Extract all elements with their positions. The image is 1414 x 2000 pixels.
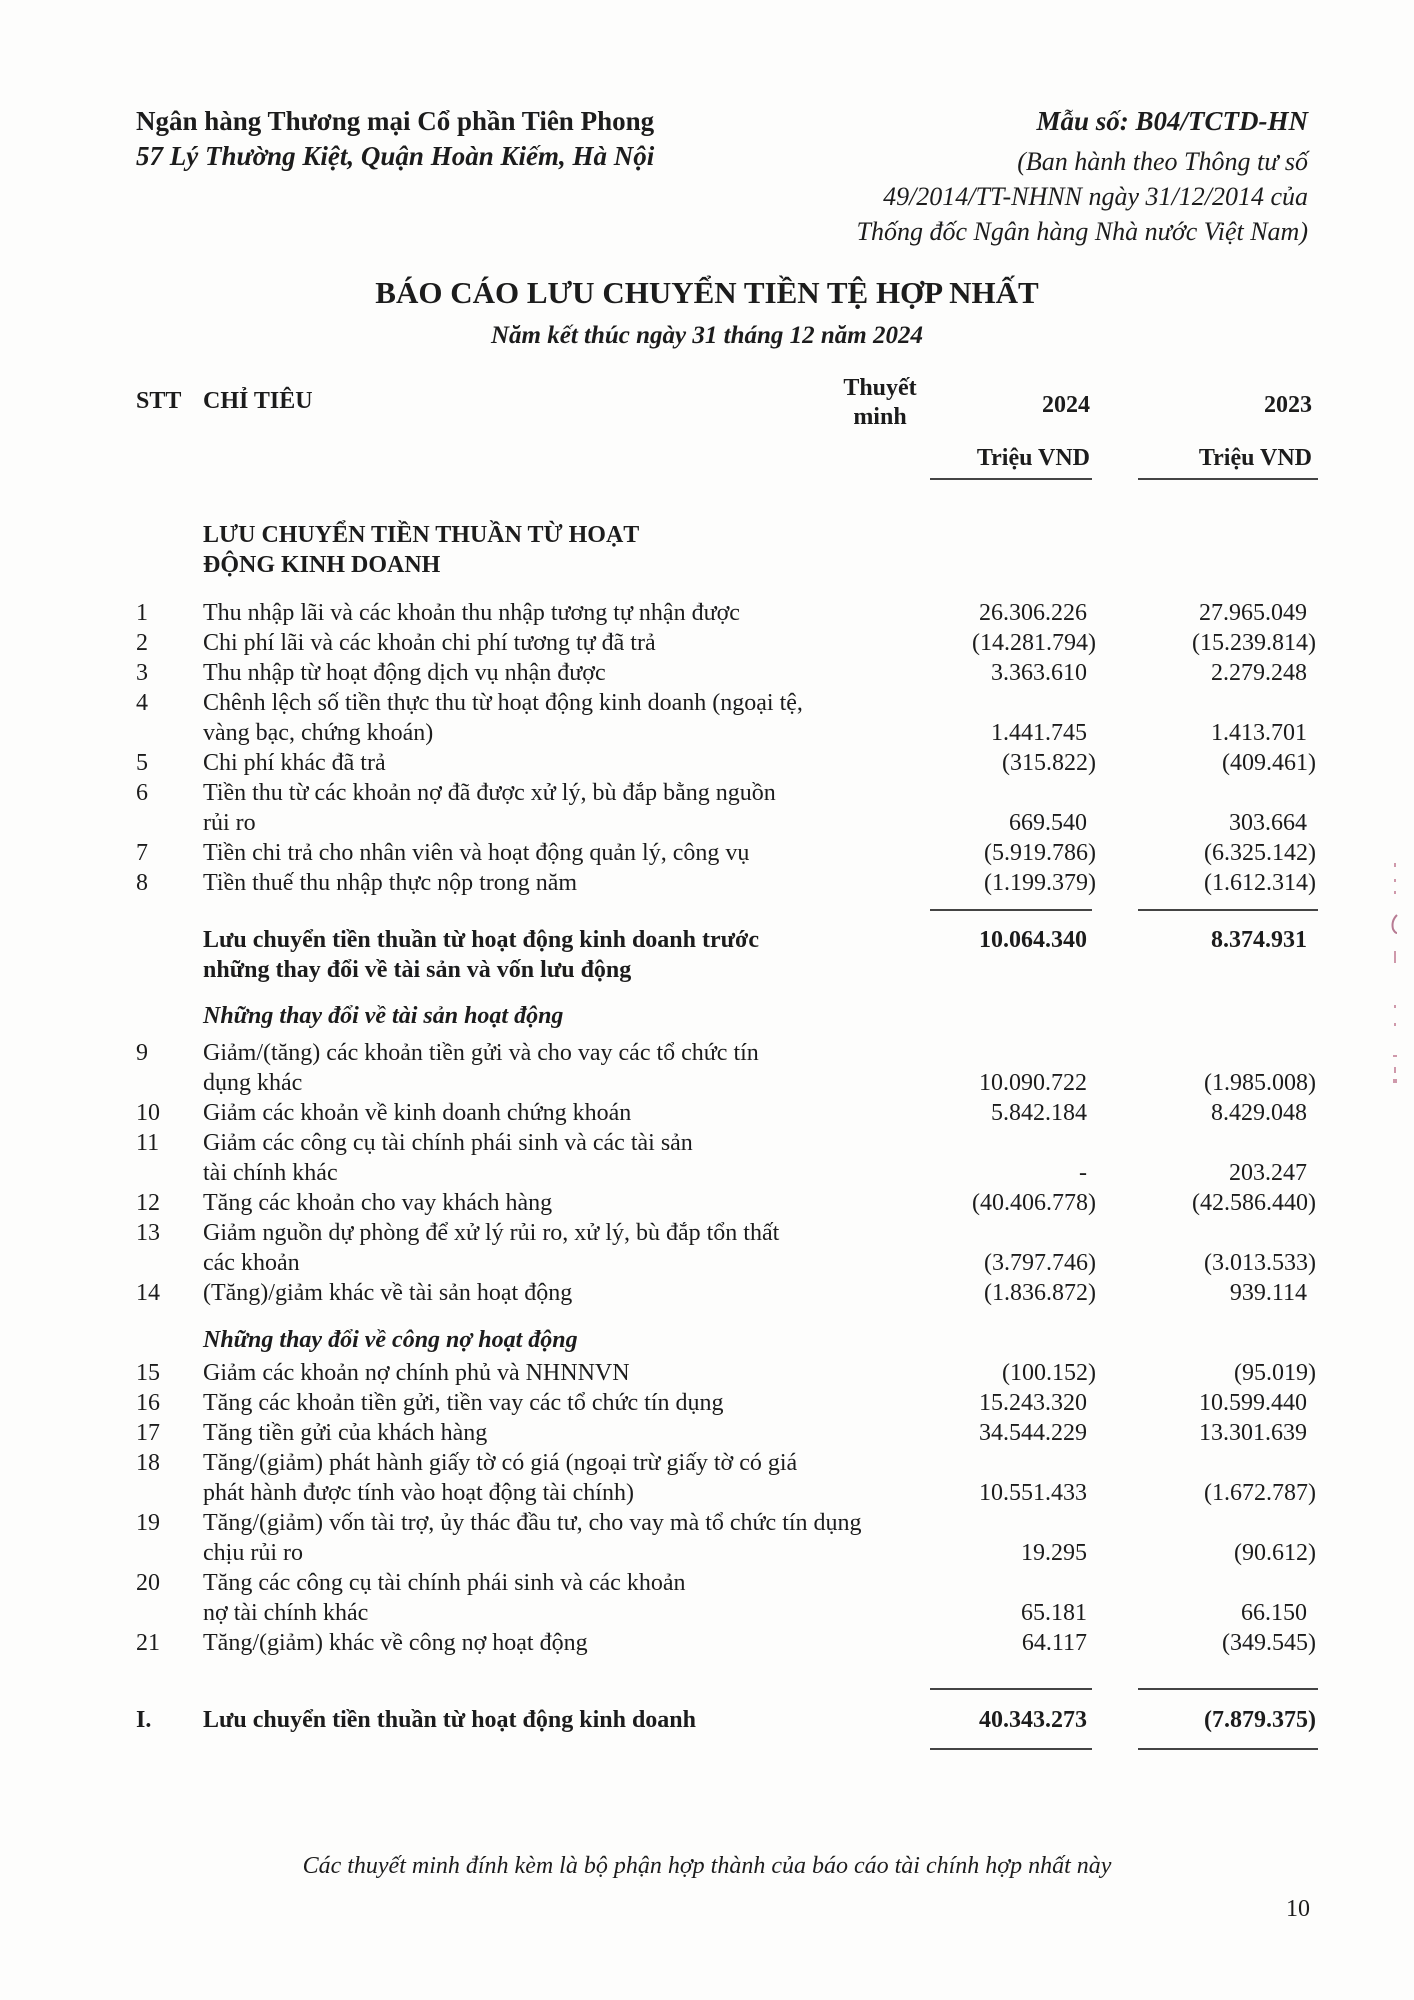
row-stt: 14 (136, 1280, 160, 1306)
total-2024: 40.343.273 (979, 1707, 1087, 1733)
row-stt: 6 (136, 780, 148, 806)
row-stt: 16 (136, 1390, 160, 1416)
subtotal-label-line1: Lưu chuyển tiền thuần từ hoạt động kinh doanh trước (203, 927, 759, 953)
section-title-line2: ĐỘNG KINH DOANH (203, 552, 441, 578)
row-value-2023: 303.664 (1229, 810, 1307, 836)
row-label: Tăng/(giảm) vốn tài trợ, ủy thác đầu tư, cho vay mà tổ chức tín dụng chịu rủi ro (203, 1510, 862, 1566)
row-stt: 10 (136, 1100, 160, 1126)
table-row (136, 1128, 1316, 1188)
row-value-2024: (1.199.379) (984, 870, 1096, 896)
table-row (136, 1508, 1316, 1568)
table-row (136, 1568, 1316, 1628)
column-unit-2024: Triệu VND (976, 445, 1090, 471)
row-value-2023: 27.965.049 (1199, 600, 1307, 626)
row-value-2023: 10.599.440 (1199, 1390, 1307, 1416)
column-header-2023: 2023 (1264, 392, 1312, 418)
table-row (136, 778, 1316, 838)
table-row (136, 838, 1316, 868)
form-note-line: (Ban hành theo Thông tư số (1017, 147, 1308, 176)
total-2023: (7.879.375) (1204, 1707, 1316, 1733)
form-code: Mẫu số: B04/TCTD-HN (1036, 106, 1308, 136)
row-value-2024: 10.090.722 (979, 1070, 1087, 1096)
table-row (136, 1278, 1316, 1308)
row-label: Tăng các khoản cho vay khách hàng (203, 1190, 553, 1216)
row-value-2024: 3.363.610 (991, 660, 1087, 686)
report-subtitle: Năm kết thúc ngày 31 tháng 12 năm 2024 (491, 322, 923, 349)
row-stt: 20 (136, 1570, 160, 1596)
table-row (136, 1448, 1316, 1508)
row-label: Tiền chi trả cho nhân viên và hoạt động quản lý, công vụ (203, 840, 750, 866)
row-stt: 12 (136, 1190, 160, 1216)
row-value-2023: 1.413.701 (1211, 720, 1307, 746)
column-header-thuyet-minh-line2: minh (853, 404, 907, 430)
row-label: Tăng tiền gửi của khách hàng (203, 1420, 488, 1446)
row-stt: 18 (136, 1450, 160, 1476)
row-label: Chi phí khác đã trả (203, 750, 386, 776)
table-row (136, 1038, 1316, 1098)
column-header-chi-tieu: CHỈ TIÊU (203, 388, 313, 414)
column-header-thuyet-minh (830, 374, 930, 432)
row-stt: 1 (136, 600, 148, 626)
row-value-2023: 939.114 (1229, 1280, 1307, 1306)
subtotal-row (136, 925, 1316, 985)
header-underline-2024 (930, 478, 1092, 480)
total-row (136, 1705, 1316, 1735)
table-row (136, 1188, 1316, 1218)
table-row (136, 868, 1316, 898)
column-header-stt: STT (136, 388, 182, 414)
row-value-2024: 5.842.184 (991, 1100, 1087, 1126)
row-label: (Tăng)/giảm khác về tài sản hoạt động (203, 1280, 573, 1306)
bank-address: 57 Lý Thường Kiệt, Quận Hoàn Kiếm, Hà Nội (136, 141, 655, 171)
row-value-2023: (90.612) (1234, 1540, 1316, 1566)
total-rule-bottom-2023 (1138, 1748, 1318, 1750)
total-label: Lưu chuyển tiền thuần từ hoạt động kinh doanh (203, 1707, 696, 1733)
page-number: 10 (1286, 1896, 1310, 1922)
table-row (136, 748, 1316, 778)
row-stt: 15 (136, 1360, 160, 1386)
row-value-2023: (42.586.440) (1192, 1190, 1316, 1216)
row-value-2024: (1.836.872) (984, 1280, 1096, 1306)
row-label: Thu nhập từ hoạt động dịch vụ nhận được (203, 660, 606, 686)
row-value-2023: (95.019) (1234, 1360, 1316, 1386)
row-stt: 19 (136, 1510, 160, 1536)
row-label: Tăng/(giảm) khác về công nợ hoạt động (203, 1630, 588, 1656)
row-label: Tăng các công cụ tài chính phái sinh và các khoản nợ tài chính khác (203, 1570, 686, 1626)
column-header-thuyet-minh-line1: Thuyết (843, 375, 917, 401)
row-value-2023: 66.150 (1241, 1600, 1307, 1626)
row-value-2024: (3.797.746) (984, 1250, 1096, 1276)
total-rule-bottom-2024 (930, 1748, 1092, 1750)
row-stt: 9 (136, 1040, 148, 1066)
table-row (136, 1628, 1316, 1658)
table-row (136, 628, 1316, 658)
table-row (136, 688, 1316, 748)
row-label: Giảm các công cụ tài chính phái sinh và các tài sản tài chính khác (203, 1130, 693, 1186)
row-value-2024: - (1079, 1160, 1087, 1186)
row-value-2023: 13.301.639 (1199, 1420, 1307, 1446)
subhead-assets: Những thay đổi về tài sản hoạt động (203, 1003, 564, 1029)
subtotal-2023: 8.374.931 (1211, 927, 1307, 953)
table-row (136, 1418, 1316, 1448)
form-note-line: 49/2014/TT-NHNN ngày 31/12/2014 của (883, 182, 1308, 211)
subtotal-rule-2023 (1138, 909, 1318, 911)
subtotal-2024: 10.064.340 (979, 927, 1087, 953)
form-note (748, 144, 1308, 249)
row-value-2024: (40.406.778) (972, 1190, 1096, 1216)
row-stt: 4 (136, 690, 148, 716)
row-label: Giảm các khoản nợ chính phủ và NHNNVN (203, 1360, 630, 1386)
section-title-line1: LƯU CHUYỂN TIỀN THUẦN TỪ HOẠT (203, 522, 640, 548)
report-title: BÁO CÁO LƯU CHUYỂN TIỀN TỆ HỢP NHẤT (375, 275, 1039, 310)
row-stt: 3 (136, 660, 148, 686)
table-row (136, 1098, 1316, 1128)
row-value-2024: (100.152) (1002, 1360, 1096, 1386)
row-stt: 11 (136, 1130, 160, 1156)
subtotal-label (203, 925, 883, 985)
subhead-liabilities: Những thay đổi về công nợ hoạt động (203, 1327, 578, 1353)
row-value-2023: (15.239.814) (1192, 630, 1316, 656)
row-stt: 8 (136, 870, 148, 896)
row-value-2023: 8.429.048 (1211, 1100, 1307, 1126)
total-rule-top-2024 (930, 1688, 1092, 1690)
column-unit-2023: Triệu VND (1198, 445, 1312, 471)
row-value-2024: (5.919.786) (984, 840, 1096, 866)
row-value-2023: (1.612.314) (1204, 870, 1316, 896)
row-value-2024: (14.281.794) (972, 630, 1096, 656)
row-value-2024: 19.295 (1021, 1540, 1087, 1566)
row-stt: 7 (136, 840, 148, 866)
row-stt: 21 (136, 1630, 160, 1656)
row-stt: 17 (136, 1420, 160, 1446)
row-label: Giảm/(tăng) các khoản tiền gửi và cho vay các tổ chức tín dụng khác (203, 1040, 759, 1096)
form-note-line: Thống đốc Ngân hàng Nhà nước Việt Nam) (856, 217, 1308, 246)
total-stt: I. (136, 1707, 152, 1733)
table-row (136, 1218, 1316, 1278)
row-value-2024: 10.551.433 (979, 1480, 1087, 1506)
row-value-2024: 65.181 (1021, 1600, 1087, 1626)
row-value-2024: 669.540 (1009, 810, 1087, 836)
row-value-2024: 26.306.226 (979, 600, 1087, 626)
row-value-2023: (1.985.008) (1204, 1070, 1316, 1096)
row-value-2024: 34.544.229 (979, 1420, 1087, 1446)
column-header-2024: 2024 (1042, 392, 1090, 418)
row-label: Chênh lệch số tiền thực thu từ hoạt động kinh doanh (ngoại tệ, vàng bạc, chứng khoán) (203, 690, 803, 746)
row-value-2024: 15.243.320 (979, 1390, 1087, 1416)
row-value-2024: 64.117 (1021, 1630, 1087, 1656)
row-value-2023: (3.013.533) (1204, 1250, 1316, 1276)
row-stt: 5 (136, 750, 148, 776)
row-label: Tăng/(giảm) phát hành giấy tờ có giá (ngoại trừ giấy tờ có giá phát hành được tính vào hoạt động tài chính) (203, 1450, 798, 1506)
row-label: Tăng các khoản tiền gửi, tiền vay các tổ chức tín dụng (203, 1390, 724, 1416)
row-value-2023: 203.247 (1229, 1160, 1307, 1186)
margin-marks-decoration (1385, 855, 1405, 1105)
bank-name: Ngân hàng Thương mại Cổ phần Tiên Phong (136, 106, 655, 136)
row-value-2024: 1.441.745 (991, 720, 1087, 746)
row-value-2023: (409.461) (1222, 750, 1316, 776)
row-value-2023: (6.325.142) (1204, 840, 1316, 866)
row-label: Giảm các khoản về kinh doanh chứng khoán (203, 1100, 632, 1126)
row-label: Tiền thuế thu nhập thực nộp trong năm (203, 870, 578, 896)
table-row (136, 1358, 1316, 1388)
row-stt: 13 (136, 1220, 160, 1246)
row-stt: 2 (136, 630, 148, 656)
section-title (203, 520, 723, 580)
table-row (136, 658, 1316, 688)
row-label: Thu nhập lãi và các khoản thu nhập tương tự nhận được (203, 600, 740, 626)
subtotal-label-line2: những thay đổi về tài sản và vốn lưu động (203, 957, 632, 983)
row-value-2023: (1.672.787) (1204, 1480, 1316, 1506)
row-label: Chi phí lãi và các khoản chi phí tương tự đã trả (203, 630, 656, 656)
subtotal-rule-2024 (930, 909, 1092, 911)
row-label: Giảm nguồn dự phòng để xử lý rủi ro, xử lý, bù đắp tổn thất các khoản (203, 1220, 780, 1276)
row-value-2023: 2.279.248 (1211, 660, 1307, 686)
row-value-2024: (315.822) (1002, 750, 1096, 776)
table-row (136, 598, 1316, 628)
footer-note: Các thuyết minh đính kèm là bộ phận hợp thành của báo cáo tài chính hợp nhất này (302, 1853, 1112, 1879)
header-underline-2023 (1138, 478, 1318, 480)
total-rule-top-2023 (1138, 1688, 1318, 1690)
table-row (136, 1388, 1316, 1418)
row-value-2023: (349.545) (1222, 1630, 1316, 1656)
row-label: Tiền thu từ các khoản nợ đã được xử lý, bù đắp bằng nguồn rủi ro (203, 780, 776, 836)
